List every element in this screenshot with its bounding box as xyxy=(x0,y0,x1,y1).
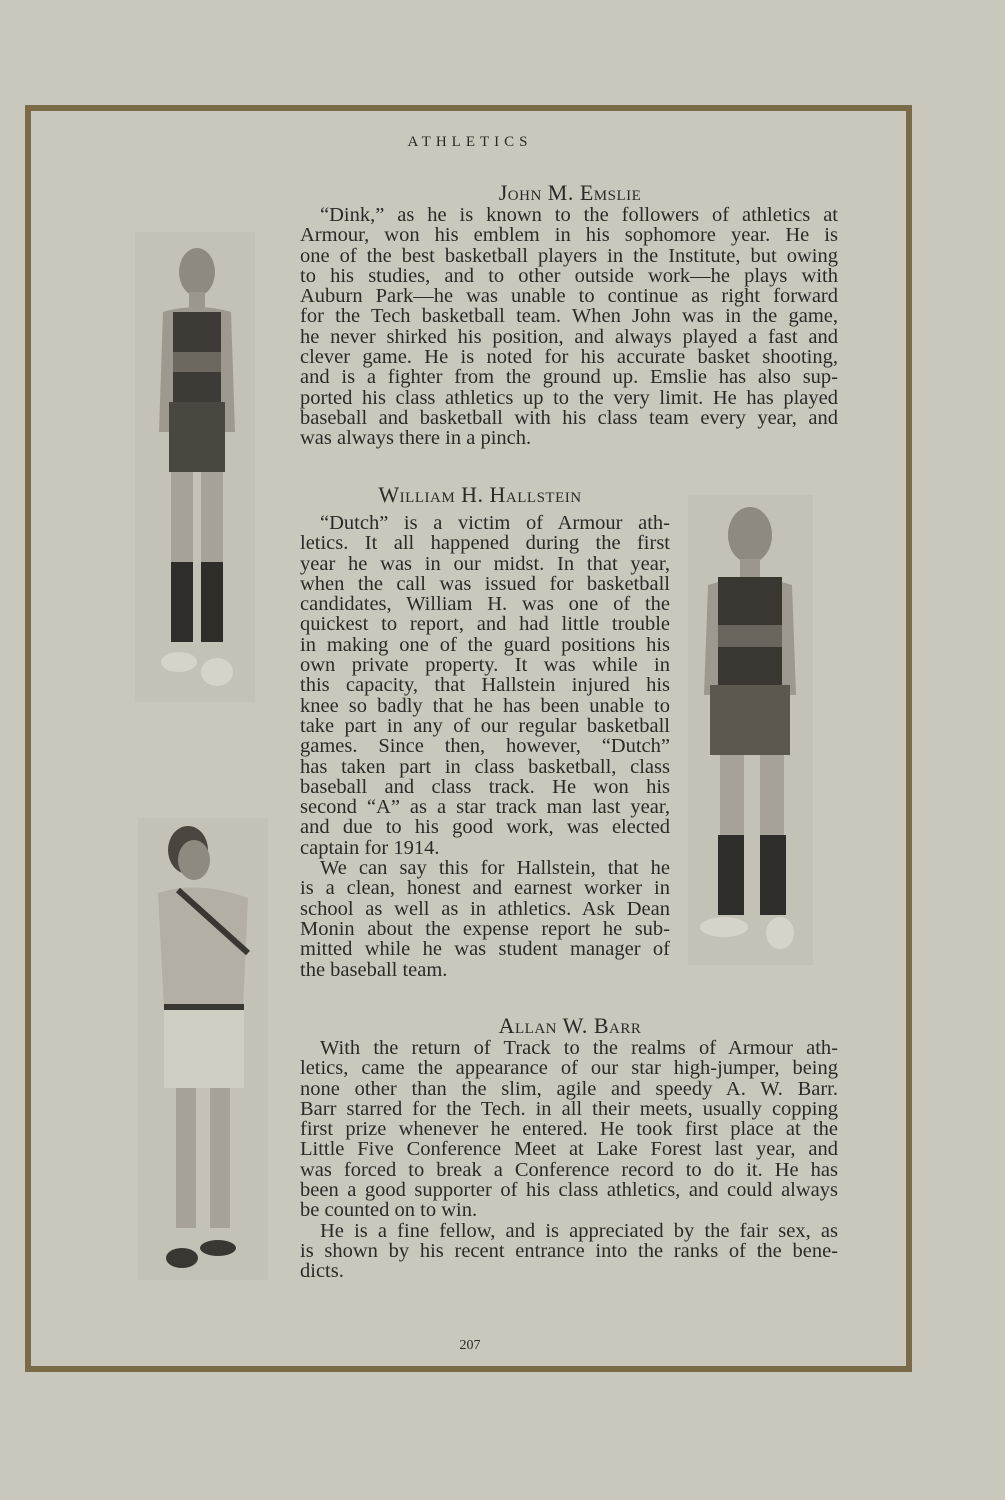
text-line: Monin about the expense report he sub- xyxy=(300,917,670,940)
running-head: ATHLETICS xyxy=(407,134,533,150)
article-heading-hallstein: William H. Hallstein xyxy=(378,482,582,507)
photo-hallstein xyxy=(688,495,813,965)
text-line: been a good supporter of his class athletics, and could always xyxy=(300,1179,838,1202)
text-line: clever game. He is noted for his accurate basket shooting, xyxy=(300,346,838,369)
text-line: candidates, William H. was one of the xyxy=(300,593,670,616)
text-line: year he was in our midst. In that year, xyxy=(300,552,670,575)
text-line: Barr starred for the Tech. in all their meets, usually copping xyxy=(300,1097,838,1120)
text-line: to his studies, and to other outside work—he plays with xyxy=(300,264,838,287)
text-line: dicts. xyxy=(300,1260,344,1283)
text-line: school as well as in athletics. Ask Dean xyxy=(300,897,670,920)
article-heading-emslie: John M. Emslie xyxy=(498,180,642,205)
text-line: baseball and class track. He won his xyxy=(300,775,670,798)
text-line: ported his class athletics up to the very limit. He has played xyxy=(300,386,838,409)
text-line: when the call was issued for basketball xyxy=(300,572,670,595)
text-line: is a clean, honest and earnest worker in xyxy=(300,877,670,900)
text-line: is shown by his recent entrance into the ranks of the bene- xyxy=(300,1239,838,1262)
text-line: own private property. It was while in xyxy=(300,654,670,677)
text-line: “Dutch” is a victim of Armour ath- xyxy=(320,512,670,534)
text-line: With the return of Track to the realms of Armour ath- xyxy=(320,1037,838,1059)
page-number: 207 xyxy=(459,1338,481,1353)
text-line: one of the best basketball players in the Institute, but owing xyxy=(300,244,838,267)
text-line: Auburn Park—he was unable to continue as right forward xyxy=(300,285,838,308)
text-line: in making one of the guard positions his xyxy=(300,633,670,656)
article-body-barr xyxy=(300,1038,838,1282)
text-line: games. Since then, however, “Dutch” xyxy=(300,735,670,758)
text-line: quickest to report, and had little trouble xyxy=(300,613,670,636)
text-line: take part in any of our regular basketball xyxy=(300,714,670,737)
text-line: first prize whenever he entered. He took first place at the xyxy=(300,1118,838,1141)
text-line: has taken part in class basketball, class xyxy=(300,755,670,778)
article-body-emslie xyxy=(300,205,838,449)
text-line: was always there in a pinch. xyxy=(300,427,532,450)
text-line: for the Tech basketball team. When John was in the game, xyxy=(300,305,838,328)
text-line: He is a fine fellow, and is appreciated by the fair sex, as xyxy=(320,1219,838,1242)
text-line: baseball and basketball with his class team every year, and xyxy=(300,406,838,429)
text-line: was forced to break a Conference record to do it. He has xyxy=(300,1158,838,1181)
text-line: captain for 1914. xyxy=(300,836,440,859)
text-line: and is a fighter from the ground up. Emslie has also sup- xyxy=(300,366,838,389)
text-line: mitted while he was student manager of xyxy=(300,938,670,961)
text-line: second “A” as a star track man last year, xyxy=(300,796,670,819)
photo-barr xyxy=(138,818,268,1280)
article-body-hallstein xyxy=(300,513,670,980)
text-line: and due to his good work, was elected xyxy=(300,816,670,839)
text-line: letics. It all happened during the first xyxy=(300,532,670,555)
text-line: Armour, won his emblem in his sophomore year. He is xyxy=(300,224,838,247)
article-heading-barr: Allan W. Barr xyxy=(498,1013,642,1038)
text-line: this capacity, that Hallstein injured his xyxy=(300,674,670,697)
text-line: be counted on to win. xyxy=(300,1199,478,1222)
text-line: knee so badly that he has been unable to xyxy=(300,694,670,717)
text-line: We can say this for Hallstein, that he xyxy=(320,857,670,880)
text-line: “Dink,” as he is known to the followers of athletics at xyxy=(320,204,838,226)
text-line: none other than the slim, agile and speedy A. W. Barr. xyxy=(300,1077,838,1100)
text-line: the baseball team. xyxy=(300,958,448,981)
photo-emslie xyxy=(135,232,255,702)
text-line: letics, came the appearance of our star high-jumper, being xyxy=(300,1057,838,1080)
text-line: he never shirked his position, and always played a fast and xyxy=(300,325,838,348)
text-line: Little Five Conference Meet at Lake Forest last year, and xyxy=(300,1138,838,1161)
